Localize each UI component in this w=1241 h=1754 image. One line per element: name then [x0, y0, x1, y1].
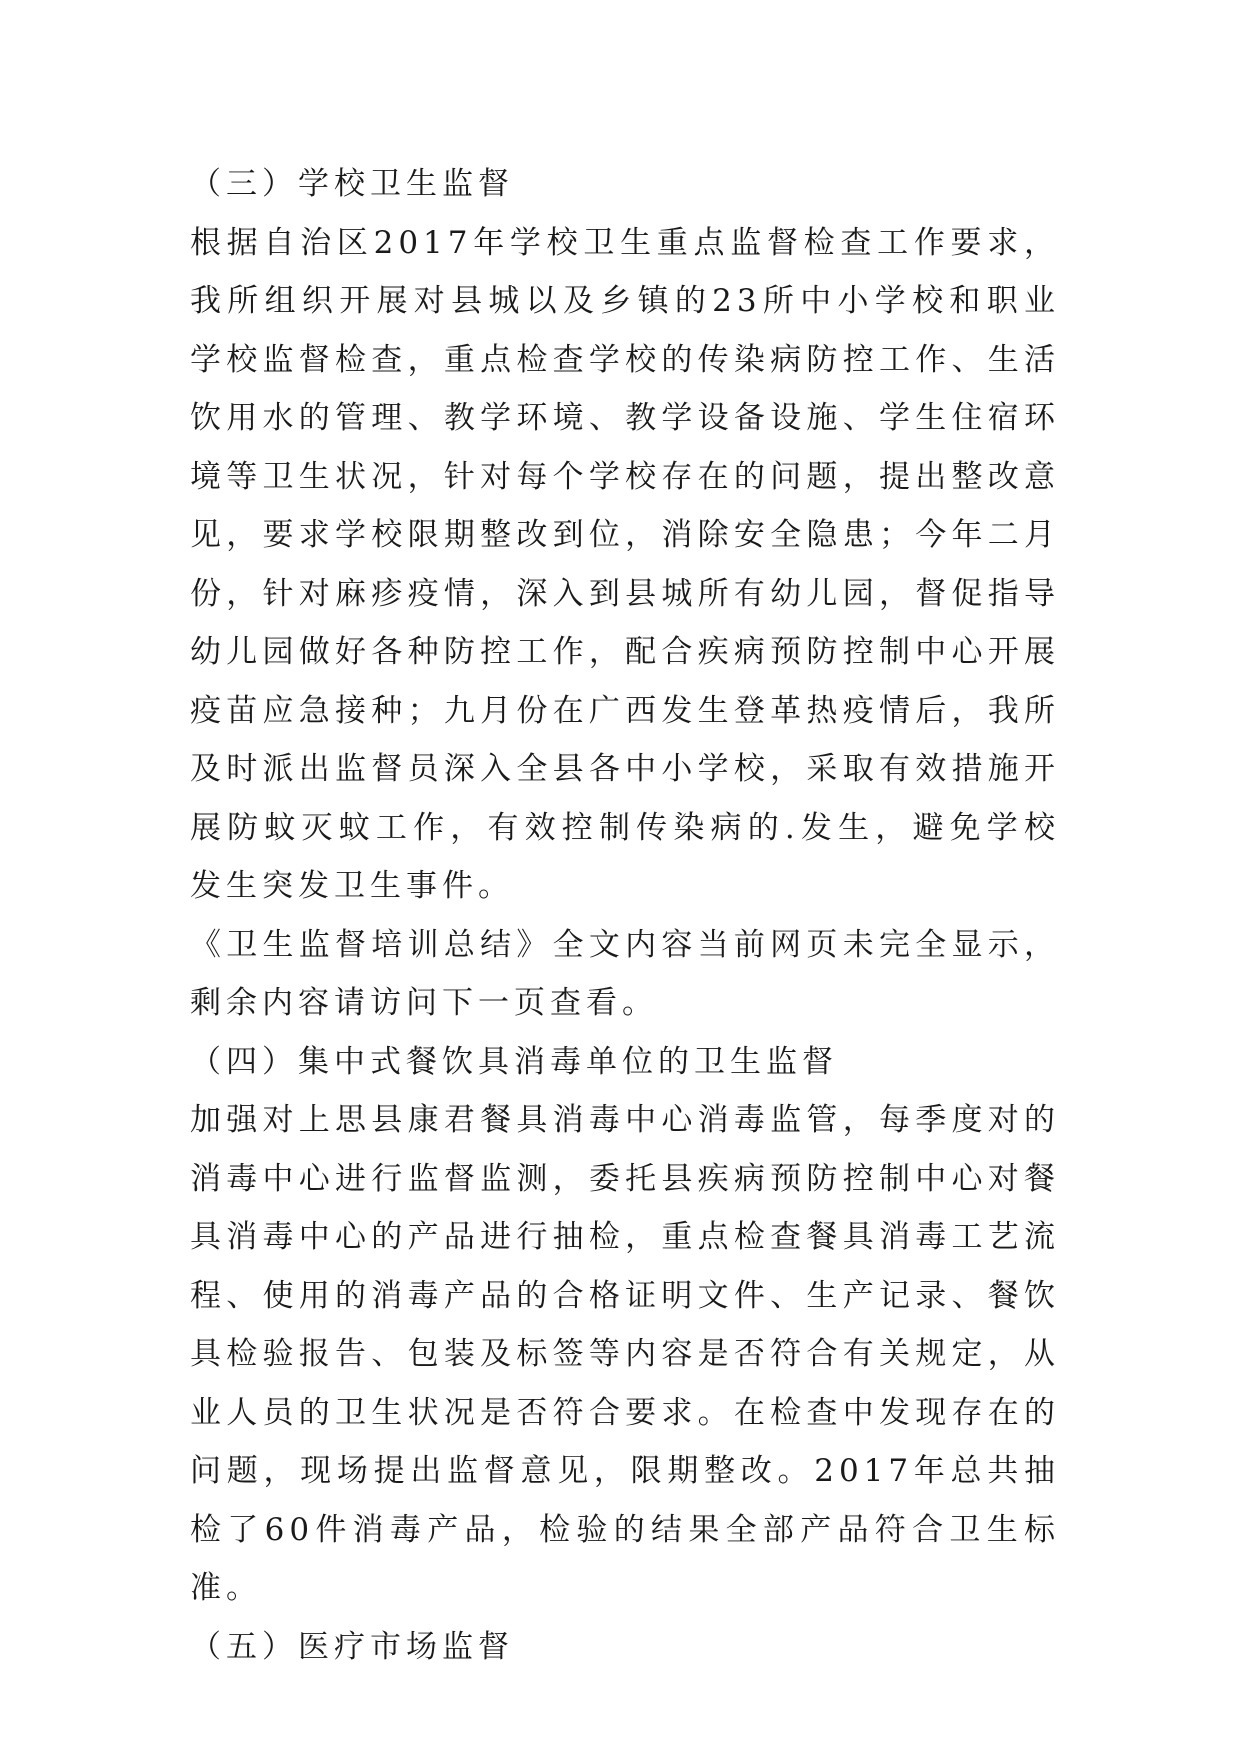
paragraph-school-health: 根据自治区2017年学校卫生重点监督检查工作要求，我所组织开展对县城以及乡镇的23所中小学校和职业学校监督检查，重点检查学校的传染病防控工作、生活饮用水的管理、教学环境、教学设备设施、学生住宿环境等卫生状况，针对每个学校存在的问题，提出整改意见，要求学校限期整改到位，消除安全隐患；今年二月份，针对麻疹疫情，深入到县城所有幼儿园，督促指导幼儿园做好各种防控工作，配合疾病预防控制中心开展疫苗应急接种；九月份在广西发生登革热疫情后，我所及时派出监督员深入全县各中小学校，采取有效措施开展防蚊灭蚊工作，有效控制传染病的.发生，避免学校发生突发卫生事件。 [190, 224, 1060, 904]
page-continuation-notice: 《卫生监督培训总结》全文内容当前网页未完全显示，剩余内容请访问下一页查看。 [190, 926, 1060, 1021]
section-heading-medical-market: （五）医疗市场监督 [190, 1628, 514, 1665]
section-heading-school-health: （三）学校卫生监督 [190, 166, 514, 202]
paragraph-tableware-disinfection: 加强对上思县康君餐具消毒中心消毒监管，每季度对的消毒中心进行监督监测，委托县疾病预防控制中心对餐具消毒中心的产品进行抽检，重点检查餐具消毒工艺流程、使用的消毒产品的合格证明文件、生产记录、餐饮具检验报告、包装及标签等内容是否符合有关规定，从业人员的卫生状况是否符合要求。在检查中发现存在的问题，现场提出监督意见，限期整改。2017年总共抽检了60件消毒产品，检验的结果全部产品符合卫生标准。 [190, 1102, 1060, 1606]
document-body [190, 155, 1060, 1676]
section-heading-tableware-disinfection: （四）集中式餐饮具消毒单位的卫生监督 [190, 1043, 838, 1080]
